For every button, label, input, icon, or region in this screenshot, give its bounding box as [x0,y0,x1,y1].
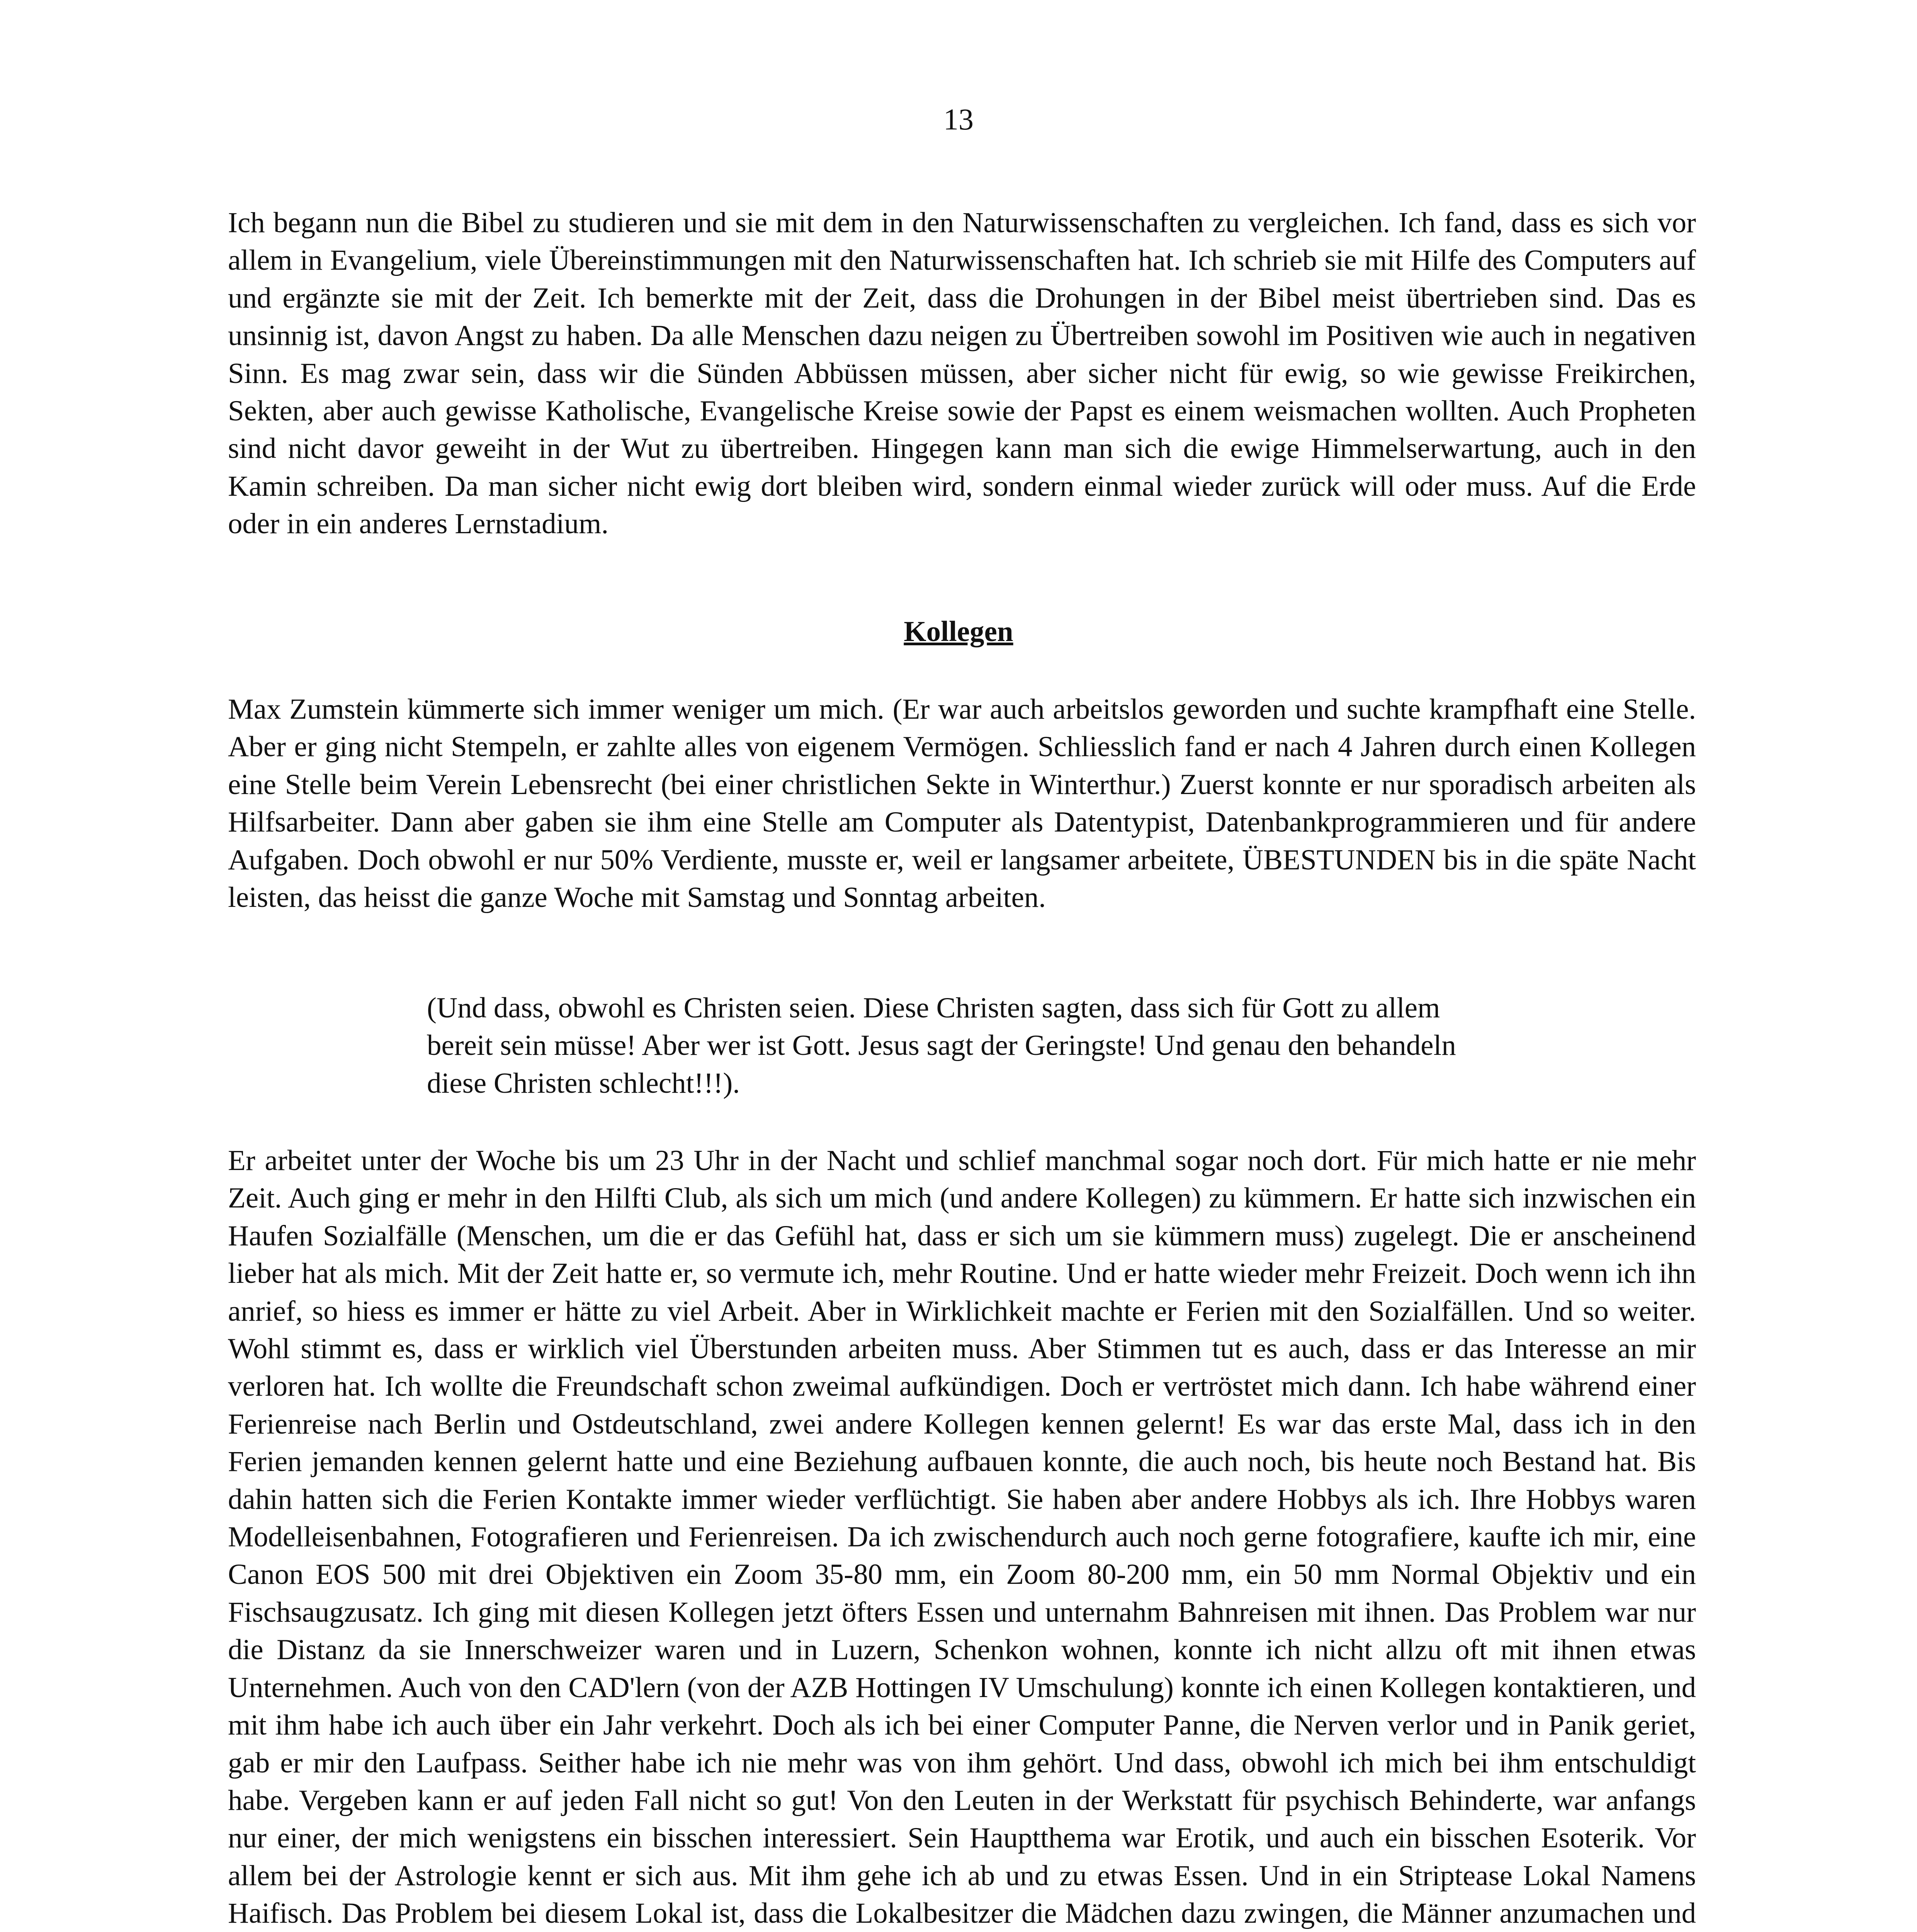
page-number: 13 [943,102,974,136]
paragraph-max-zumstein: Max Zumstein kümmerte sich immer weniger um mich. (Er war auch arbeitslos geworden und suchte krampfhaft eine Stelle. Aber er ging nicht Stempeln, er zahlte alles von eigenem Vermögen. Schliesslich fand er nach 4 Jahren durch einen Kollegen eine Stelle beim Verein Lebensrecht (bei einer christlichen Sekte in Winterthur.) Zuerst konnte er nur sporadisch arbeiten als Hilfsarbeiter. Dann aber gaben sie ihm eine Stelle am Computer als Datentypist, Datenbankprogrammieren und für andere Aufgaben. Doch obwohl er nur 50% Verdiente, musste er, weil er langsamer arbeitete, ÜBESTUNDEN bis in die späte Nacht leisten, das heisst die ganze Woche mit Samstag und Sonntag arbeiten. [228,693,1696,914]
indented-quote: (Und dass, obwohl es Christen seien. Diese Christen sagten, dass sich für Gott zu allem bereit sein müsse! Aber wer ist Gott. Jesus sagt der Geringste! Und genau den behandeln diese Christen schlecht!!!). [427,992,1456,1099]
paragraph-bible-study: Ich begann nun die Bibel zu studieren und sie mit dem in den Naturwissenschaften zu vergleichen. Ich fand, dass es sich vor allem in Evangelium, viele Übereinstimmungen mit den Naturwissenschaften hat. Ich schrieb sie mit Hilfe des Computers auf und ergänzte sie mit der Zeit. Ich bemerkte mit der Zeit, dass die Drohungen in der Bibel meist übertrieben sind. Das es unsinnig ist, davon Angst zu haben. Da alle Menschen dazu neigen zu Übertreiben sowohl im Positiven wie auch in negativen Sinn. Es mag zwar sein, dass wir die Sünden Abbüssen müssen, aber sicher nicht für ewig, so wie gewisse Freikirchen, Sekten, aber auch gewisse Katholische, Evangelische Kreise sowie der Papst es einem weismachen wollten. Auch Propheten sind nicht davor geweiht in der Wut zu übertreiben. Hingegen kann man sich die ewige Himmelserwartung, auch in den Kamin schreiben. Da man sicher nicht ewig dort bleiben wird, sondern einmal wieder zurück will oder muss. Auf die Erde oder in ein anderes Lernstadium. [228,207,1696,540]
paragraph-colleagues: Er arbeitet unter der Woche bis um 23 Uhr in der Nacht und schlief manchmal sogar noch dort. Für mich hatte er nie mehr Zeit. Auch ging er mehr in den Hilfti Club, als sich um mich (und andere Kollegen) zu kümmern. Er hatte sich inzwischen ein Haufen Sozialfälle (Menschen, um die er das Gefühl hat, dass er sich um sie kümmern muss) zugelegt. Die er anscheinend lieber hat als mich. Mit der Zeit hatte er, so vermute ich, mehr Routine. Und er hatte wieder mehr Freizeit. Doch wenn ich ihn anrief, so hiess es immer er hätte zu viel Arbeit. Aber in Wirklichkeit machte er Ferien mit den Sozialfällen. Und so weiter. Wohl stimmt es, dass er wirklich viel Überstunden arbeiten muss. Aber Stimmen tut es auch, dass er das Interesse an mir verloren hat. Ich wollte die Freundschaft schon zweimal aufkündigen. Doch er vertröstet mich dann. Ich habe während einer Ferienreise nach Berlin und Ostdeutschland, zwei andere Kollegen kennen gelernt! Es war das erste Mal, dass ich in den Ferien jemanden kennen gelernt hatte und eine Beziehung aufbauen konnte, die auch noch, bis heute noch Bestand hat. Bis dahin hatten sich die Ferien Kontakte immer wieder verflüchtigt. Sie haben aber andere Hobbys als ich. Ihre Hobbys waren Modelleisenbahnen, Fotografieren und Ferienreisen. Da ich zwischendurch auch noch gerne fotografiere, kaufte ich mir, eine Canon EOS 500 mit drei Objektiven ein Zoom 35-80 mm, ein Zoom 80-200 mm, ein 50 mm Normal Objektiv und ein Fischsaugzusatz. Ich ging mit diesen Kollegen jetzt öfters Essen und unternahm Bahnreisen mit ihnen. Das Problem war nur die Distanz da sie Innerschweizer waren und in Luzern, Schenkon wohnen, konnte ich nicht allzu oft mit ihnen etwas Unternehmen. Auch von den CAD'lern (von der AZB Hottingen IV Umschulung) konnte ich einen Kollegen kontaktieren, und mit ihm habe ich auch über ein Jahr verkehrt. Doch als ich bei einer Computer Panne, die Nerven verlor und in Panik geriet, gab er mir den Laufpass. Seither habe ich nie mehr was von ihm gehört. Und dass, obwohl ich mich bei ihm entschuldigt habe. Vergeben kann er auf jeden Fall nicht so gut! Von den Leuten in der Werkstatt für psychisch Behinderte, war anfangs nur einer, der mich wenigstens ein bisschen interessiert. Sein Hauptthema war Erotik, und auch ein bisschen Esoterik. Vor allem bei der Astrologie kennt er sich aus. Mit ihm gehe ich ab und zu etwas Essen. Und in ein Striptease Lokal Namens Haifisch. Das Problem bei diesem Lokal ist, dass die Lokalbesitzer die Mädchen dazu zwingen, die Männer anzumachen und [228,1145,1696,1930]
section-heading-kollegen: Kollegen [904,616,1013,648]
